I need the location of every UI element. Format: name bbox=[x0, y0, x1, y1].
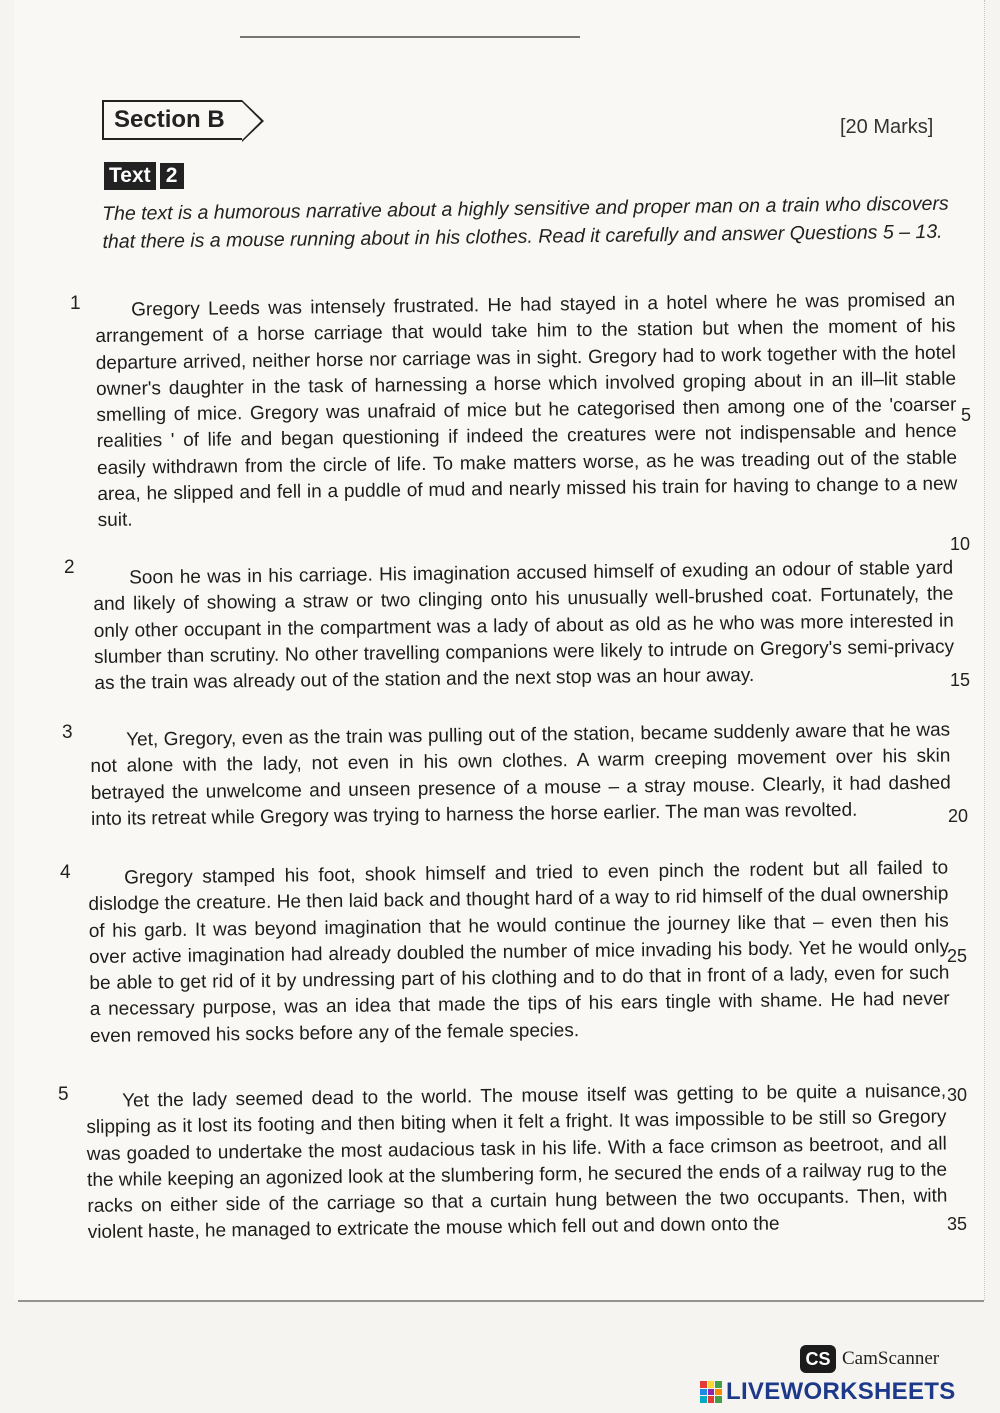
paragraph-2 bbox=[93, 557, 955, 697]
line-number: 10 bbox=[950, 534, 971, 554]
line-number: 5 bbox=[961, 405, 972, 425]
paragraph-text: Gregory Leeds was intensely frustrated. He had stayed in a hotel where he was promised an arrangement of a horse carriage that would take him to the station but when the moment of his departure arrived, neither horse nor carriage was in sight. Gregory had to work together with the hotel owner's daughter in the task of harnessing a horse which involved groping about in an ill–lit stable smelling of mice. Gregory was unafraid of mice but he categorised then among one of the 'coarser realities ' of life and began questioning if indeed the creatures were not indispensable and hence easily withdrawn from the circle of life. To make matters worse, as he was treading out of the stable area, he slipped and fell in a puddle of mud and nearly missed his train for having to change to a new suit. bbox=[95, 289, 958, 532]
intro-instructions: The text is a humorous narrative about a highly sensitive and proper man on a train who discovers that there is a mouse running about in his clothes. Read it carefully and answer Questions 5 – 13. bbox=[102, 192, 949, 253]
section-label-text: Section B bbox=[114, 106, 225, 133]
line-number: 15 bbox=[950, 670, 971, 690]
line-number: 25 bbox=[947, 946, 968, 966]
line-number: 30 bbox=[947, 1085, 968, 1105]
paragraph-number: 2 bbox=[64, 557, 75, 578]
paragraph-text: Yet the lady seemed dead to the world. The mouse itself was getting to be quite a nuisance, slipping as it lost its footing and then biting when it felt a fright. It was impossible to be still so Gregory was goaded to undertake the most audacious task in his life. With a face crimson as beetroot, and all the while keeping an agonized look at the slumbering form, he secured the ends of a railway rug to the racks on either side of the carriage so that a curtain hung between the two occupants. Then, with violent haste, he managed to extricate the mouse which fell out and down onto the bbox=[86, 1080, 948, 1244]
paragraph-4 bbox=[88, 857, 950, 1050]
paragraph-5 bbox=[86, 1080, 948, 1247]
liveworksheets-text: LIVEWORKSHEETS bbox=[726, 1378, 956, 1405]
paragraph-text: Yet, Gregory, even as the train was pulling out of the station, became suddenly aware that he was not alone with the lady, not even in his own clothes. A warm creeping movement over his skin betrayed the unwelcome and unseen presence of a mouse – a stray mouse. Clearly, it had dashed into its retreat while Gregory was trying to harness the horse earlier. The man was revolted. bbox=[90, 719, 951, 830]
paragraph-1 bbox=[95, 289, 958, 535]
liveworksheets-watermark bbox=[700, 1378, 956, 1406]
line-number: 35 bbox=[947, 1214, 968, 1234]
camscanner-text: CamScanner bbox=[842, 1348, 940, 1369]
paragraph-3 bbox=[90, 719, 951, 833]
top-rule bbox=[240, 36, 580, 38]
paragraph-text: Soon he was in his carriage. His imagination accused himself of exuding an odour of stable yard and likely of showing a straw or two clinging onto his unusually well-brushed coat. Fortunately, the only other occupant in the compartment was a lady of about as old as he who was more interested in slumber than scrutiny. No other travelling companions were likely to intrude on Gregory's semi-privacy as the train was already out of the station and the next stop was an hour away. bbox=[93, 557, 955, 695]
paragraph-number: 3 bbox=[62, 722, 73, 743]
paragraph-number: 4 bbox=[60, 862, 71, 883]
bottom-rule bbox=[18, 1300, 984, 1302]
line-number: 20 bbox=[948, 806, 969, 826]
liveworksheets-icon bbox=[700, 1381, 722, 1403]
camscanner-watermark bbox=[800, 1345, 939, 1373]
paragraph-number: 1 bbox=[70, 293, 81, 314]
paragraph-number: 5 bbox=[58, 1084, 69, 1105]
marks-label: [20 Marks] bbox=[840, 116, 934, 138]
section-label bbox=[102, 100, 242, 140]
camscanner-icon: CS bbox=[800, 1345, 836, 1373]
paragraph-text: Gregory stamped his foot, shook himself and tried to even pinch the rodent but all failed to dislodge the creature. He then laid back and thought hard of a way to rid himself of the dual ownership of his garb. It was beyond imagination that he would continue the journey like that – even then his over active imagination had already doubled the number of mice invading his body. Yet he would only be able to get rid of it by undressing part of his clothing and to do that in front of a lady, even for such a necessary purpose, was an idea that made the tips of his ears tingle with shame. He had never even removed his socks before any of the female species. bbox=[88, 857, 950, 1047]
text-label-number: 2 bbox=[160, 163, 184, 189]
text-label bbox=[104, 162, 184, 190]
text-label-word: Text bbox=[104, 162, 156, 190]
